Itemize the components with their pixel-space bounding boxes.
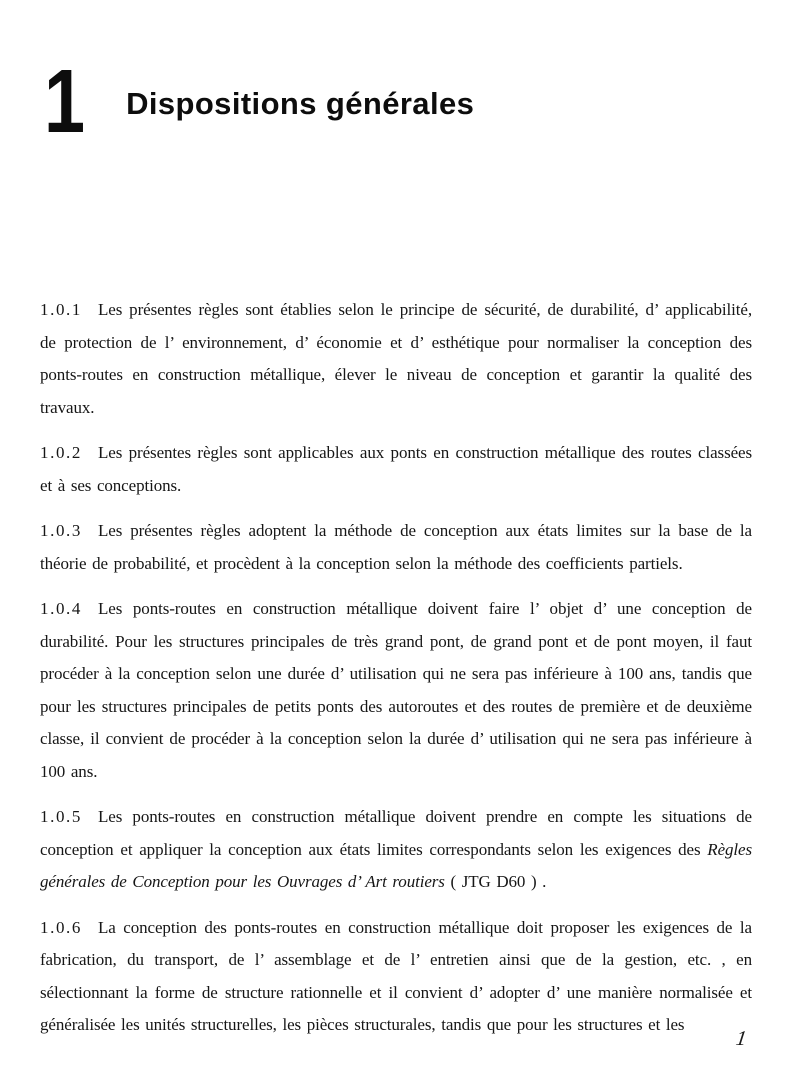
paragraph-text-segment: Les ponts-routes en construction métallique doivent prendre en compte les situations de conception et appliquer la conception aux états limites correspondants selon les exigences des <box>40 807 752 859</box>
paragraph-1-0-2 <box>40 437 752 502</box>
paragraph-number: 1.0.1 <box>40 300 82 319</box>
paragraph-number: 1.0.4 <box>40 599 82 618</box>
paragraph-1-0-5 <box>40 801 752 899</box>
chapter-title: Dispositions générales <box>126 86 475 121</box>
paragraph-number: 1.0.5 <box>40 807 82 826</box>
page-number: 1 <box>733 1026 748 1050</box>
paragraph-text-segment: ( JTG D60 ) . <box>444 872 547 891</box>
paragraph-text: Les présentes règles adoptent la méthode de conception aux états limites sur la base de la théorie de probabilité, et procèdent à la conception selon la méthode des coefficients partiels. <box>40 521 752 573</box>
paragraph-text: Les présentes règles sont applicables aux ponts en construction métallique des routes classées et à ses conceptions. <box>40 443 752 495</box>
paragraph-number: 1.0.6 <box>40 917 82 937</box>
paragraph-text: Les ponts-routes en construction métallique doivent faire l’ objet d’ une conception de durabilité. Pour les structures principales de très grand pont, de grand pont et de pont moyen, il faut procéder à la conception selon une durée d’ utilisation qui ne sera pas inférieure à 100 ans, tandis que pour les structures principales de petits ponts des autoroutes et des routes de première et de deuxième classe, il convient de procéder à la conception selon la durée d’ utilisation qui ne sera pas inférieure à 100 ans. <box>40 599 752 781</box>
paragraph-text: Les présentes règles sont établies selon le principe de sécurité, de durabilité, d’ applicabilité, de protection de l’ environnement, d’ économie et d’ esthétique pour normaliser la conception des ponts-routes en construction métallique, élever le niveau de conception et garantir la qualité des travaux. <box>40 300 752 417</box>
paragraph-text: La conception des ponts-routes en construction métallique doit proposer les exigences de la fabrication, du transport, de l’ assemblage et de l’ entretien ainsi que de la gestion, etc. , en sélectionnant la forme de structure rationnelle et il convient d’ adopter d’ une manière normalisée et généralisée les unités structurelles, les pièces structurales, tandis que pour les structures et les <box>40 917 752 1034</box>
paragraph-1-0-1 <box>40 294 752 424</box>
cited-regulation-title: Règles générales de Conception pour les Ouvrages d’ Art routiers <box>40 839 752 891</box>
chapter-number: 1 <box>44 52 84 152</box>
paragraph-1-0-4 <box>40 593 752 788</box>
chapter-header <box>44 52 475 152</box>
paragraph-number: 1.0.3 <box>40 521 82 540</box>
paragraph-1-0-3 <box>40 515 752 580</box>
page-body <box>40 294 752 1055</box>
paragraph-number: 1.0.2 <box>40 443 82 462</box>
paragraph-1-0-6 <box>40 912 752 1042</box>
